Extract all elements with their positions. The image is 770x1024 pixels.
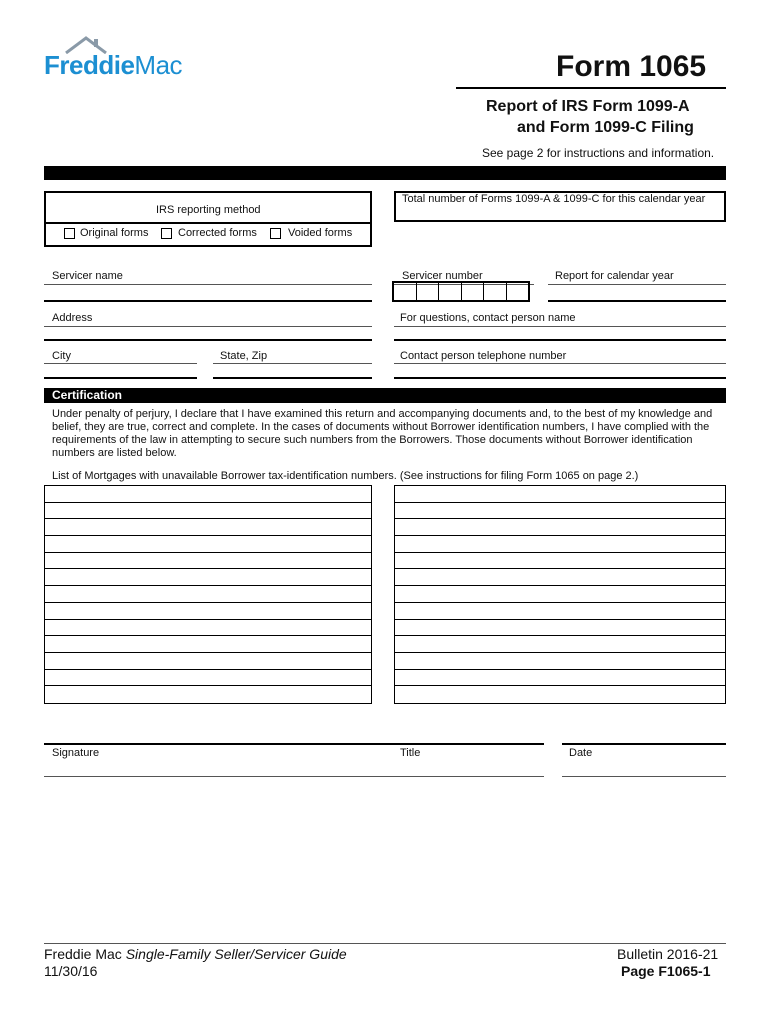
mortgage-entry-field[interactable] bbox=[45, 686, 371, 703]
certification-text: Under penalty of perjury, I declare that I have examined this return and accompanying documents and, to the best of my knowledge and belief, they are true, correct and complete. In the cases of documents without Borrower identification numbers, I have complied with the requirements of the law in attempting to secure such numbers from the Borrowers. Those documents without Borrower identification numbers are listed below. bbox=[52, 408, 713, 459]
footer-page-number: Page F1065-1 bbox=[621, 963, 711, 979]
mortgage-entry-field[interactable] bbox=[395, 536, 725, 553]
date-field[interactable] bbox=[562, 743, 726, 745]
mortgage-entry-field[interactable] bbox=[395, 519, 725, 536]
title-label: Title bbox=[400, 747, 421, 759]
mortgage-entry-field[interactable] bbox=[45, 486, 371, 503]
header-divider-bar bbox=[44, 166, 726, 180]
footer-guide-title bbox=[44, 946, 347, 962]
logo-light-text: Mac bbox=[134, 50, 183, 80]
mortgage-entry-field[interactable] bbox=[395, 569, 725, 586]
mortgage-entry-field[interactable] bbox=[45, 569, 371, 586]
servicer-name-field[interactable] bbox=[44, 300, 372, 302]
original-forms-checkbox[interactable] bbox=[64, 228, 75, 239]
mortgage-entry-field[interactable] bbox=[45, 620, 371, 637]
address-top-rule bbox=[44, 326, 372, 327]
mortgage-entry-field[interactable] bbox=[45, 670, 371, 687]
servicer-number-field[interactable] bbox=[392, 281, 530, 302]
mortgage-entry-field[interactable] bbox=[395, 553, 725, 570]
mortgage-entry-field[interactable] bbox=[45, 519, 371, 536]
mortgage-entry-field[interactable] bbox=[395, 686, 725, 703]
mortgage-entry-field[interactable] bbox=[45, 653, 371, 670]
mortgage-list-label: List of Mortgages with unavailable Borrower tax-identification numbers. (See instructions for filing Form 1065 on page 2.) bbox=[52, 470, 639, 482]
date-label: Date bbox=[569, 747, 593, 759]
mortgage-entry-field[interactable] bbox=[45, 536, 371, 553]
total-forms-label: Total number of Forms 1099-A & 1099-C for this calendar year bbox=[402, 193, 706, 205]
city-field[interactable] bbox=[44, 377, 197, 379]
mortgage-entry-field[interactable] bbox=[395, 620, 725, 637]
mortgage-list-right bbox=[394, 485, 726, 704]
state-zip-label: State, Zip bbox=[220, 350, 268, 362]
original-forms-label: Original forms bbox=[80, 227, 149, 239]
footer-date: 11/30/16 bbox=[44, 963, 98, 979]
mortgage-entry-field[interactable] bbox=[45, 636, 371, 653]
city-top-rule bbox=[44, 363, 197, 364]
mortgage-entry-field[interactable] bbox=[395, 486, 725, 503]
mortgage-entry-field[interactable] bbox=[45, 586, 371, 603]
mortgage-entry-field[interactable] bbox=[395, 636, 725, 653]
irs-box-divider bbox=[44, 222, 372, 224]
voided-forms-label: Voided forms bbox=[288, 227, 353, 239]
mortgage-entry-field[interactable] bbox=[45, 503, 371, 520]
mortgage-entry-field[interactable] bbox=[395, 586, 725, 603]
servicer-name-top-rule bbox=[44, 284, 372, 285]
contact-phone-label: Contact person telephone number bbox=[400, 350, 567, 362]
state-zip-top-rule bbox=[213, 363, 372, 364]
mortgage-entry-field[interactable] bbox=[395, 653, 725, 670]
mortgage-list-left bbox=[44, 485, 372, 704]
footer-guide-name: Single-Family Seller/Servicer Guide bbox=[125, 946, 347, 962]
contact-name-label: For questions, contact person name bbox=[400, 312, 576, 324]
corrected-forms-label: Corrected forms bbox=[178, 227, 257, 239]
signature-field[interactable] bbox=[44, 743, 544, 745]
mortgage-entry-field[interactable] bbox=[395, 503, 725, 520]
mortgage-entry-field[interactable] bbox=[45, 553, 371, 570]
mortgage-entry-field[interactable] bbox=[45, 603, 371, 620]
servicer-number-label: Servicer number bbox=[402, 270, 483, 282]
certification-heading: Certification bbox=[44, 388, 726, 403]
contact-phone-top-rule bbox=[394, 363, 726, 364]
mortgage-entry-field[interactable] bbox=[395, 670, 725, 687]
subtitle-line-2: and Form 1099-C Filing bbox=[517, 119, 694, 136]
servicer-name-label: Servicer name bbox=[52, 270, 123, 282]
report-year-top-rule bbox=[548, 284, 726, 285]
footer-bulletin: Bulletin 2016-21 bbox=[617, 946, 719, 962]
subtitle-line-1: Report of IRS Form 1099-A bbox=[486, 98, 690, 115]
freddie-mac-logo bbox=[44, 36, 214, 80]
contact-name-field[interactable] bbox=[394, 339, 726, 341]
corrected-forms-checkbox[interactable] bbox=[161, 228, 172, 239]
state-zip-field[interactable] bbox=[213, 377, 372, 379]
signature-bottom-rule bbox=[44, 776, 544, 777]
logo-wordmark bbox=[44, 50, 182, 81]
contact-phone-field[interactable] bbox=[394, 377, 726, 379]
footer-rule bbox=[44, 943, 726, 944]
address-field[interactable] bbox=[44, 339, 372, 341]
report-year-field[interactable] bbox=[548, 300, 726, 302]
instructions-note: See page 2 for instructions and information. bbox=[482, 146, 715, 160]
title-rule bbox=[456, 87, 726, 89]
address-label: Address bbox=[52, 312, 93, 324]
irs-reporting-method-label: IRS reporting method bbox=[156, 204, 261, 216]
footer-guide-prefix: Freddie Mac bbox=[44, 946, 126, 962]
logo-bold-text: Freddie bbox=[44, 50, 135, 80]
report-year-label: Report for calendar year bbox=[555, 270, 674, 282]
form-title: Form 1065 bbox=[556, 50, 707, 83]
date-bottom-rule bbox=[562, 776, 726, 777]
mortgage-entry-field[interactable] bbox=[395, 603, 725, 620]
voided-forms-checkbox[interactable] bbox=[270, 228, 281, 239]
contact-name-top-rule bbox=[394, 326, 726, 327]
signature-label: Signature bbox=[52, 747, 100, 759]
city-label: City bbox=[52, 350, 71, 362]
